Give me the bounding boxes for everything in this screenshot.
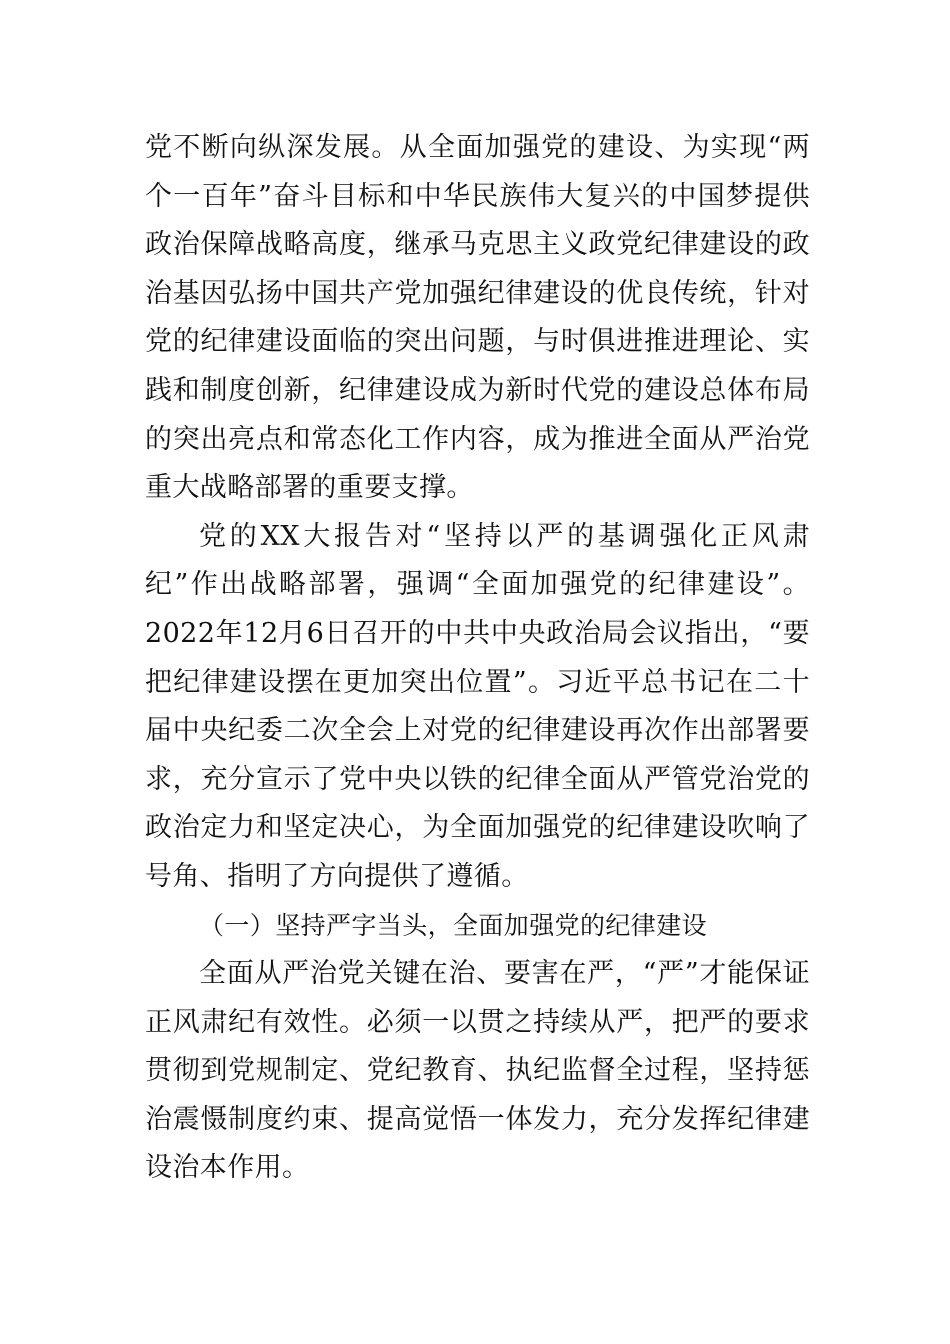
section-heading: （一）坚持严字当头，全面加强党的纪律建设: [199, 910, 708, 940]
document-body: [145, 124, 810, 1193]
paragraph-report: 党的XX大报告对“坚持以严的基调强化正风肃纪”作出战略部署，强调“全面加强党的纪律建设”。2022年12月6日召开的中共中央政治局会议指出，“要把纪律建设摆在更加突出位置”。习近平总书记在二十届中央纪委二次全会上对党的纪律建设再次作出部署要求，充分宣示了党中央以铁的纪律全面从严管党治党的政治定力和坚定决心，为全面加强党的纪律建设吹响了号角、指明了方向提供了遵循。: [145, 520, 810, 892]
paragraph-strict: 全面从严治党关键在治、要害在严，“严”才能保证正风肃纪有效性。必须一以贯之持续从严，把严的要求贯彻到党规制定、党纪教育、执纪监督全过程，坚持惩治震慑制度约束、提高觉悟一体发力，充分发挥纪律建设治本作用。: [145, 958, 810, 1184]
paragraph-continuation: 党不断向纵深发展。从全面加强党的建设、为实现“两个一百年”奋斗目标和中华民族伟大复兴的中国梦提供政治保障战略高度，继承马克思主义政党纪律建设的政治基因弘扬中国共产党加强纪律建设的优良传统，针对党的纪律建设面临的突出问题，与时俱进推进理论、实践和制度创新，纪律建设成为新时代党的建设总体布局的突出亮点和常态化工作内容，成为推进全面从严治党重大战略部署的重要支撑。: [145, 132, 810, 504]
